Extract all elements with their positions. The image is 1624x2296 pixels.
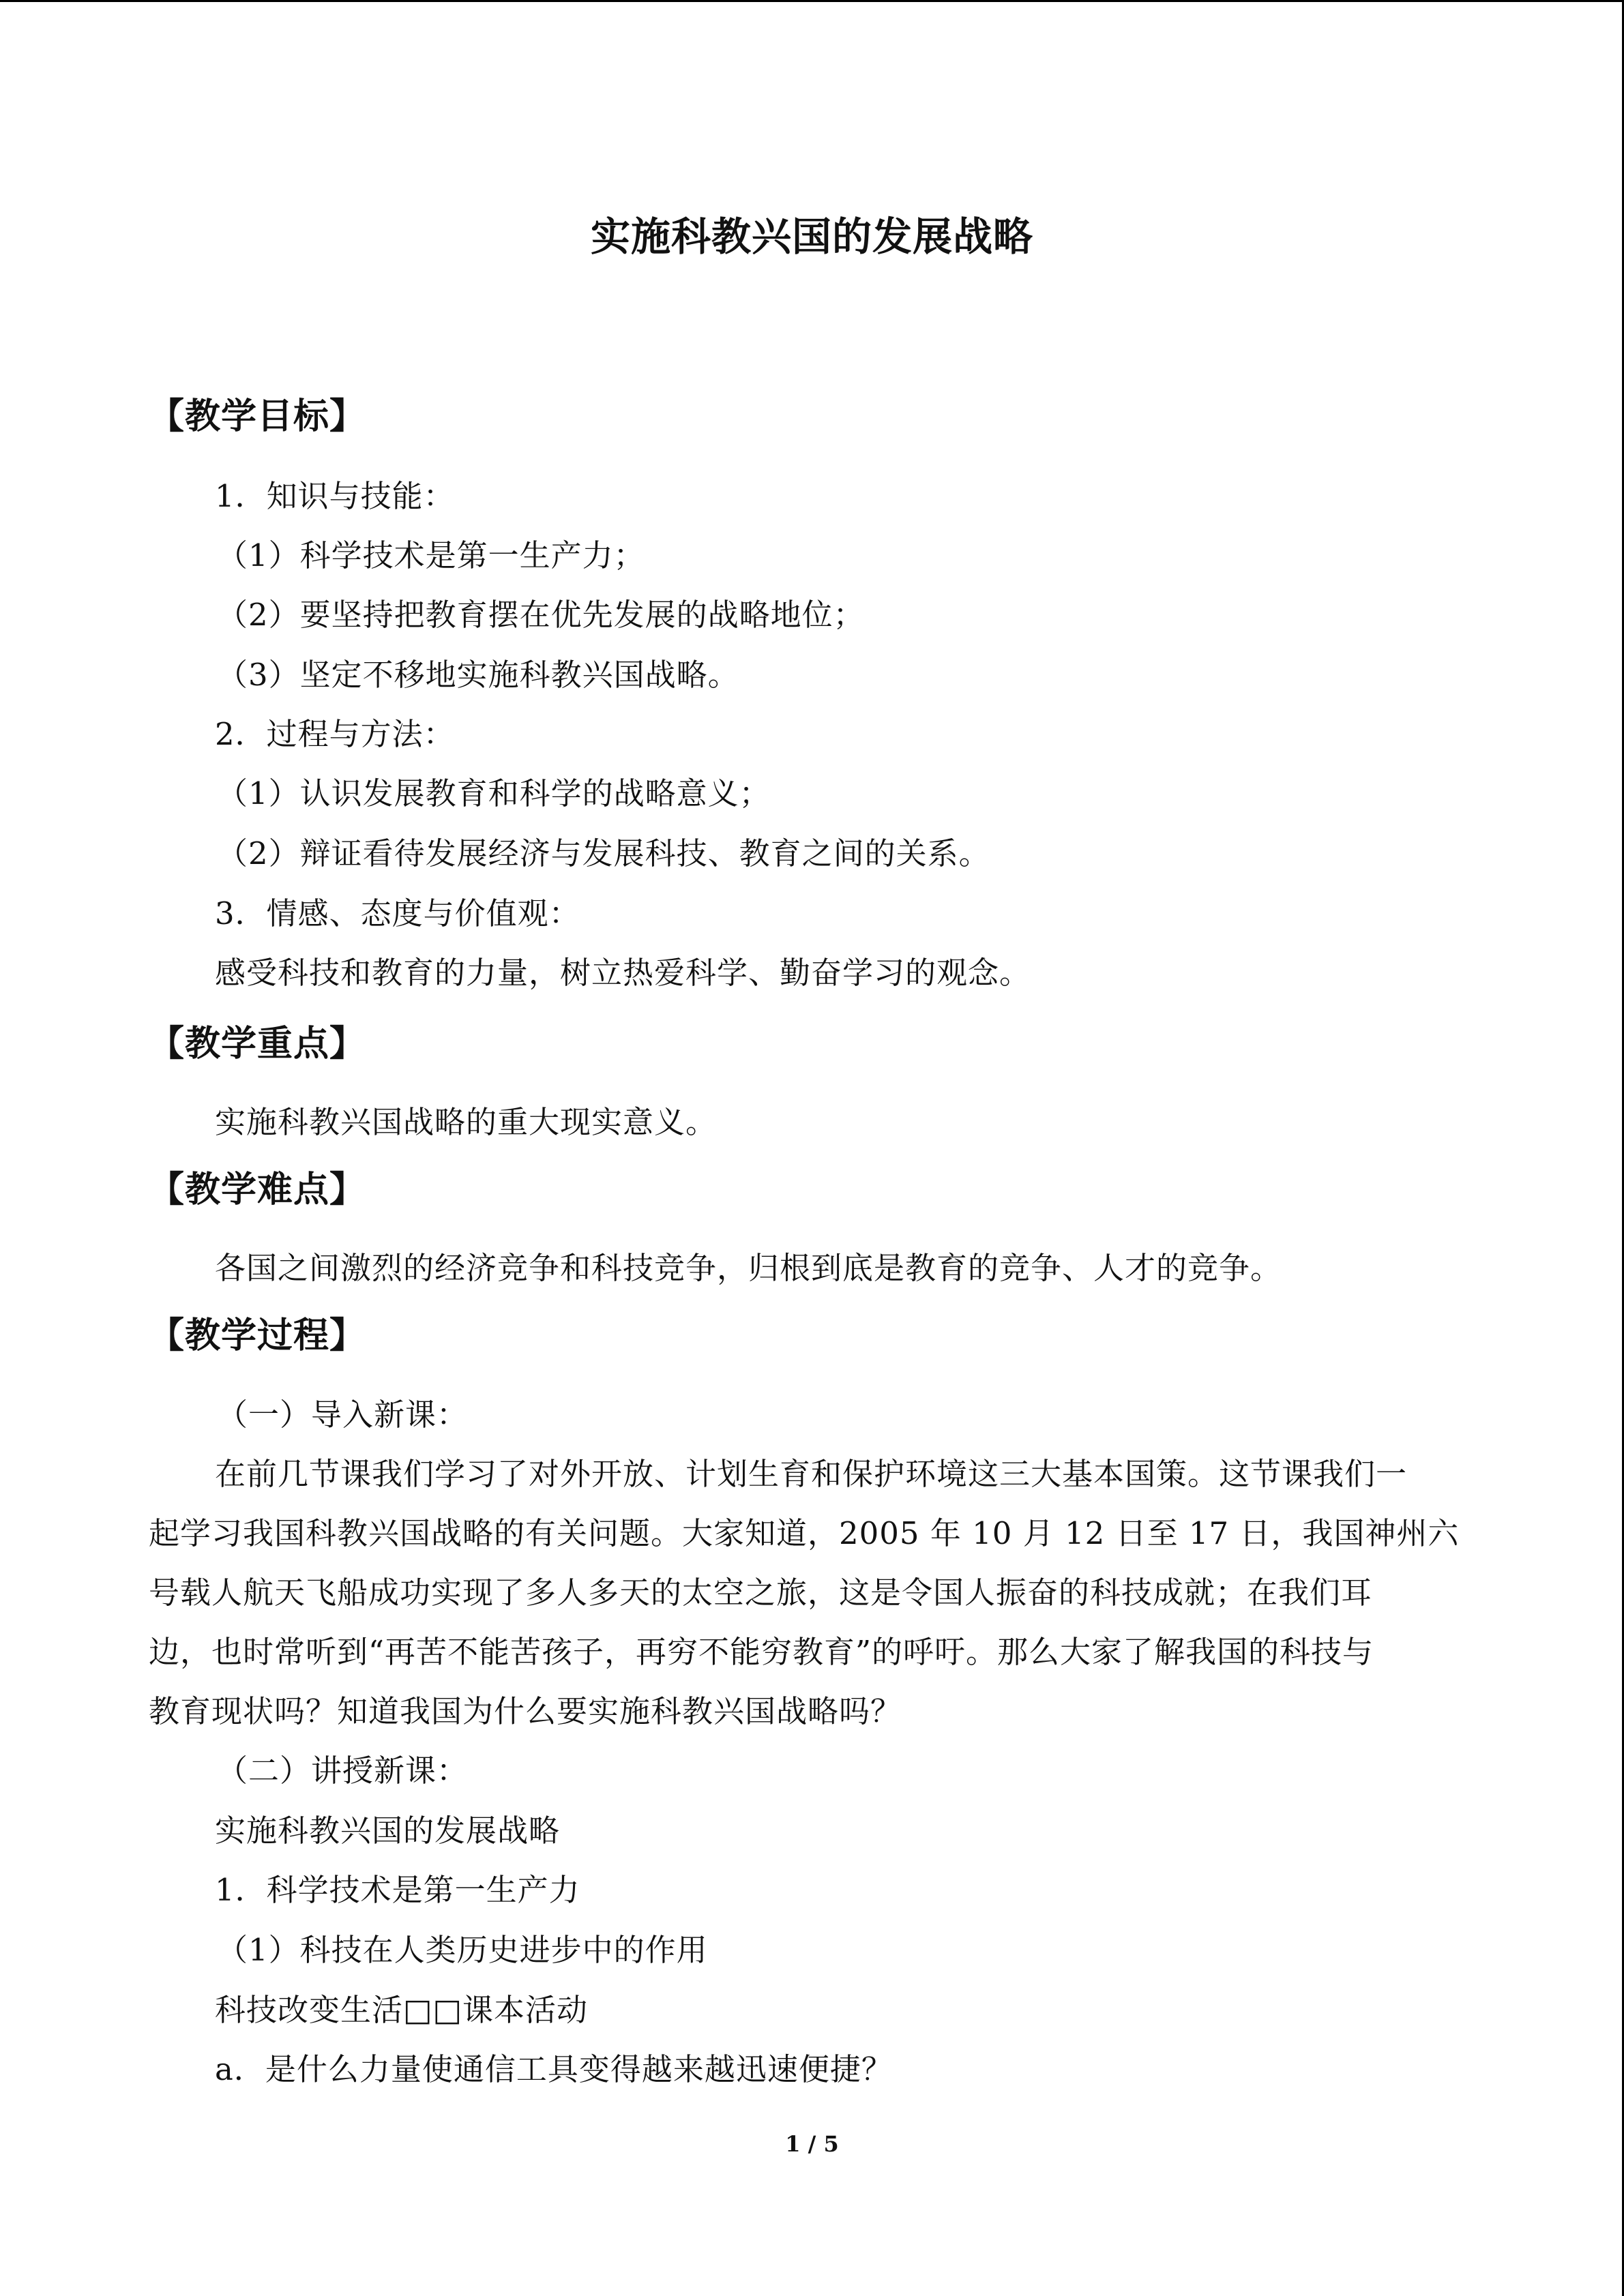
objectives-line: （1）认识发展教育和科学的战略意义； bbox=[217, 775, 771, 811]
process-line: 在前几节课我们学习了对外开放、计划生育和保护环境这三大基本国策。这节课我们一 bbox=[215, 1456, 1408, 1492]
objectives-line: 1．知识与技能： bbox=[215, 478, 455, 514]
objectives-line: （2）辩证看待发展经济与发展科技、教育之间的关系。 bbox=[217, 835, 990, 871]
objectives-line: 2．过程与方法： bbox=[215, 716, 455, 752]
objectives-line: （3）坚定不移地实施科教兴国战略。 bbox=[217, 657, 739, 693]
section-heading-key-points: 【教学重点】 bbox=[149, 1023, 366, 1064]
difficulties-line: 各国之间激烈的经济竞争和科技竞争，归根到底是教育的竞争、人才的竞争。 bbox=[215, 1250, 1282, 1286]
key-points-line: 实施科教兴国战略的重大现实意义。 bbox=[215, 1104, 718, 1140]
process-line: 边，也时常听到“再苦不能苦孩子，再穷不能穷教育”的呼吁。那么大家了解我国的科技与 bbox=[149, 1634, 1374, 1670]
page-number: 1 / 5 bbox=[785, 2131, 839, 2157]
section-heading-difficulties: 【教学难点】 bbox=[149, 1169, 366, 1210]
objectives-line: 3．情感、态度与价值观： bbox=[215, 895, 580, 931]
process-line: 科技改变生活□□课本活动 bbox=[215, 1992, 589, 2028]
process-line: 1．科学技术是第一生产力 bbox=[215, 1872, 580, 1908]
process-line: a．是什么力量使通信工具变得越来越迅速便捷？ bbox=[215, 2051, 893, 2087]
process-line: （二）讲授新课： bbox=[217, 1753, 469, 1789]
section-heading-process: 【教学过程】 bbox=[149, 1315, 366, 1356]
document-title: 实施科教兴国的发展战略 bbox=[590, 213, 1033, 260]
process-line: （一）导入新课： bbox=[217, 1397, 469, 1433]
process-line: 号载人航天飞船成功实现了多人多天的太空之旅，这是令国人振奋的科技成就；在我们耳 bbox=[149, 1575, 1373, 1611]
section-heading-objectives: 【教学目标】 bbox=[149, 396, 366, 437]
objectives-line: （1）科学技术是第一生产力； bbox=[217, 537, 645, 573]
process-line: 实施科教兴国的发展战略 bbox=[215, 1813, 561, 1849]
objectives-line: （2）要坚持把教育摆在优先发展的战略地位； bbox=[217, 597, 865, 633]
process-line: （1）科技在人类历史进步中的作用 bbox=[217, 1932, 708, 1968]
objectives-line: 感受科技和教育的力量，树立热爱科学、勤奋学习的观念。 bbox=[215, 955, 1031, 991]
process-line: 教育现状吗？知道我国为什么要实施科教兴国战略吗？ bbox=[149, 1693, 902, 1729]
process-line: 起学习我国科教兴国战略的有关问题。大家知道，2005 年 10 月 12 日至 17 日，我国神州六 bbox=[149, 1515, 1460, 1551]
